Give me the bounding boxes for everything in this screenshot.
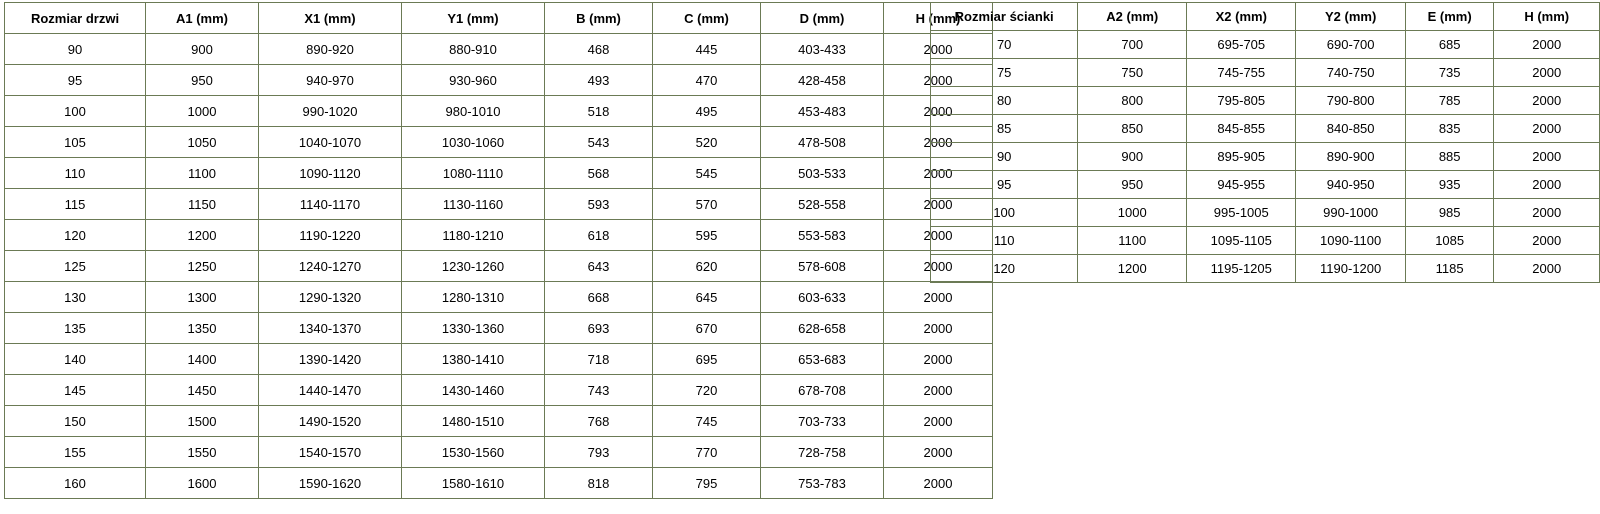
- table-cell: 895-905: [1187, 143, 1296, 171]
- table-cell: 2000: [884, 406, 993, 437]
- table-cell: 135: [5, 313, 146, 344]
- table-cell: 745: [653, 406, 761, 437]
- table-cell: 603-633: [761, 282, 884, 313]
- table-cell: 668: [545, 282, 653, 313]
- table-cell: 1130-1160: [402, 189, 545, 220]
- table-cell: 693: [545, 313, 653, 344]
- table-cell: 1080-1110: [402, 158, 545, 189]
- column-header: Y1 (mm): [402, 3, 545, 34]
- table-cell: 90: [931, 143, 1078, 171]
- table-cell: 1180-1210: [402, 220, 545, 251]
- table-row: [931, 171, 1600, 199]
- table-row: [931, 143, 1600, 171]
- table-cell: 2000: [1494, 199, 1600, 227]
- table-cell: 940-950: [1296, 171, 1405, 199]
- table-cell: 645: [653, 282, 761, 313]
- table-cell: 130: [5, 282, 146, 313]
- table-cell: 578-608: [761, 251, 884, 282]
- table-cell: 768: [545, 406, 653, 437]
- table-cell: 793: [545, 437, 653, 468]
- table-cell: 990-1020: [259, 96, 402, 127]
- table-row: [5, 344, 993, 375]
- table-cell: 568: [545, 158, 653, 189]
- doors-table-body: [5, 34, 993, 499]
- column-header: B (mm): [545, 3, 653, 34]
- column-header: H (mm): [1494, 3, 1600, 31]
- table-cell: 1095-1105: [1187, 227, 1296, 255]
- table-cell: 940-970: [259, 65, 402, 96]
- table-cell: 790-800: [1296, 87, 1405, 115]
- table-cell: 2000: [1494, 115, 1600, 143]
- table-cell: 1190-1220: [259, 220, 402, 251]
- table-row: [5, 220, 993, 251]
- table-cell: 1000: [1078, 199, 1187, 227]
- column-header: D (mm): [761, 3, 884, 34]
- column-header: Rozmiar ścianki: [931, 3, 1078, 31]
- table-cell: 628-658: [761, 313, 884, 344]
- table-cell: 995-1005: [1187, 199, 1296, 227]
- table-cell: 2000: [884, 313, 993, 344]
- table-cell: 890-920: [259, 34, 402, 65]
- table-cell: 2000: [884, 189, 993, 220]
- doors-dimensions-table-container: [4, 2, 993, 499]
- table-cell: 1100: [146, 158, 259, 189]
- table-cell: 70: [931, 31, 1078, 59]
- table-cell: 1480-1510: [402, 406, 545, 437]
- table-cell: 945-955: [1187, 171, 1296, 199]
- table-row: [5, 313, 993, 344]
- table-cell: 1030-1060: [402, 127, 545, 158]
- table-cell: 880-910: [402, 34, 545, 65]
- table-cell: 528-558: [761, 189, 884, 220]
- table-cell: 140: [5, 344, 146, 375]
- table-cell: 753-783: [761, 468, 884, 499]
- table-cell: 1590-1620: [259, 468, 402, 499]
- table-cell: 2000: [884, 96, 993, 127]
- table-cell: 95: [931, 171, 1078, 199]
- column-header: E (mm): [1405, 3, 1494, 31]
- table-cell: 950: [146, 65, 259, 96]
- table-cell: 678-708: [761, 375, 884, 406]
- table-cell: 935: [1405, 171, 1494, 199]
- walls-table-header: [931, 3, 1600, 31]
- table-cell: 453-483: [761, 96, 884, 127]
- table-cell: 518: [545, 96, 653, 127]
- table-cell: 770: [653, 437, 761, 468]
- table-cell: 520: [653, 127, 761, 158]
- table-cell: 160: [5, 468, 146, 499]
- table-cell: 468: [545, 34, 653, 65]
- table-cell: 850: [1078, 115, 1187, 143]
- table-cell: 75: [931, 59, 1078, 87]
- column-header: Rozmiar drzwi: [5, 3, 146, 34]
- table-header-row: [5, 3, 993, 34]
- table-cell: 750: [1078, 59, 1187, 87]
- table-cell: 1090-1100: [1296, 227, 1405, 255]
- table-cell: 728-758: [761, 437, 884, 468]
- table-cell: 1000: [146, 96, 259, 127]
- table-cell: 1200: [1078, 255, 1187, 283]
- table-cell: 1430-1460: [402, 375, 545, 406]
- table-row: [5, 375, 993, 406]
- table-cell: 1140-1170: [259, 189, 402, 220]
- table-row: [931, 115, 1600, 143]
- table-cell: 1330-1360: [402, 313, 545, 344]
- table-cell: 1050: [146, 127, 259, 158]
- table-cell: 155: [5, 437, 146, 468]
- table-cell: 2000: [884, 282, 993, 313]
- table-row: [931, 87, 1600, 115]
- table-cell: 2000: [1494, 59, 1600, 87]
- table-cell: 795-805: [1187, 87, 1296, 115]
- table-cell: 100: [931, 199, 1078, 227]
- table-cell: 545: [653, 158, 761, 189]
- table-row: [5, 282, 993, 313]
- table-cell: 2000: [884, 437, 993, 468]
- table-cell: 120: [931, 255, 1078, 283]
- table-cell: 835: [1405, 115, 1494, 143]
- table-cell: 1240-1270: [259, 251, 402, 282]
- table-cell: 950: [1078, 171, 1187, 199]
- table-cell: 703-733: [761, 406, 884, 437]
- table-cell: 2000: [884, 251, 993, 282]
- table-cell: 1530-1560: [402, 437, 545, 468]
- table-row: [5, 189, 993, 220]
- table-cell: 1580-1610: [402, 468, 545, 499]
- table-cell: 2000: [884, 127, 993, 158]
- table-cell: 1500: [146, 406, 259, 437]
- table-cell: 1490-1520: [259, 406, 402, 437]
- table-cell: 1230-1260: [402, 251, 545, 282]
- column-header: A2 (mm): [1078, 3, 1187, 31]
- table-cell: 125: [5, 251, 146, 282]
- table-cell: 2000: [1494, 255, 1600, 283]
- table-cell: 2000: [1494, 87, 1600, 115]
- table-cell: 900: [1078, 143, 1187, 171]
- table-cell: 785: [1405, 87, 1494, 115]
- table-cell: 718: [545, 344, 653, 375]
- table-cell: 1085: [1405, 227, 1494, 255]
- walls-dimensions-table: [930, 2, 1600, 283]
- table-cell: 1040-1070: [259, 127, 402, 158]
- column-header: A1 (mm): [146, 3, 259, 34]
- table-cell: 1280-1310: [402, 282, 545, 313]
- table-cell: 120: [5, 220, 146, 251]
- table-cell: 745-755: [1187, 59, 1296, 87]
- table-cell: 740-750: [1296, 59, 1405, 87]
- table-cell: 618: [545, 220, 653, 251]
- table-cell: 1100: [1078, 227, 1187, 255]
- table-cell: 593: [545, 189, 653, 220]
- table-row: [5, 34, 993, 65]
- table-cell: 2000: [884, 65, 993, 96]
- table-row: [931, 31, 1600, 59]
- table-cell: 670: [653, 313, 761, 344]
- table-cell: 1340-1370: [259, 313, 402, 344]
- table-cell: 105: [5, 127, 146, 158]
- table-cell: 1300: [146, 282, 259, 313]
- table-row: [5, 96, 993, 127]
- table-cell: 115: [5, 189, 146, 220]
- table-row: [5, 468, 993, 499]
- table-row: [5, 158, 993, 189]
- table-cell: 100: [5, 96, 146, 127]
- table-cell: 890-900: [1296, 143, 1405, 171]
- table-cell: 795: [653, 468, 761, 499]
- table-row: [931, 255, 1600, 283]
- table-cell: 720: [653, 375, 761, 406]
- table-cell: 743: [545, 375, 653, 406]
- table-cell: 2000: [1494, 171, 1600, 199]
- table-row: [931, 199, 1600, 227]
- table-cell: 495: [653, 96, 761, 127]
- table-cell: 1250: [146, 251, 259, 282]
- table-row: [5, 437, 993, 468]
- table-row: [5, 406, 993, 437]
- table-cell: 620: [653, 251, 761, 282]
- table-cell: 695-705: [1187, 31, 1296, 59]
- doors-dimensions-table: [4, 2, 993, 499]
- table-cell: 1350: [146, 313, 259, 344]
- table-cell: 2000: [1494, 143, 1600, 171]
- table-cell: 685: [1405, 31, 1494, 59]
- table-cell: 445: [653, 34, 761, 65]
- table-cell: 845-855: [1187, 115, 1296, 143]
- table-row: [931, 227, 1600, 255]
- table-cell: 1195-1205: [1187, 255, 1296, 283]
- table-cell: 80: [931, 87, 1078, 115]
- table-cell: 428-458: [761, 65, 884, 96]
- table-cell: 1290-1320: [259, 282, 402, 313]
- table-cell: 985: [1405, 199, 1494, 227]
- table-cell: 2000: [884, 344, 993, 375]
- table-cell: 930-960: [402, 65, 545, 96]
- table-cell: 1550: [146, 437, 259, 468]
- table-cell: 470: [653, 65, 761, 96]
- table-cell: 643: [545, 251, 653, 282]
- table-cell: 2000: [1494, 31, 1600, 59]
- table-cell: 1380-1410: [402, 344, 545, 375]
- column-header: Y2 (mm): [1296, 3, 1405, 31]
- table-cell: 1440-1470: [259, 375, 402, 406]
- table-cell: 150: [5, 406, 146, 437]
- table-cell: 543: [545, 127, 653, 158]
- table-cell: 90: [5, 34, 146, 65]
- table-header-row: [931, 3, 1600, 31]
- table-cell: 1400: [146, 344, 259, 375]
- column-header: H (mm): [884, 3, 993, 34]
- table-cell: 110: [5, 158, 146, 189]
- table-cell: 2000: [884, 468, 993, 499]
- table-row: [931, 59, 1600, 87]
- table-cell: 1185: [1405, 255, 1494, 283]
- table-cell: 1090-1120: [259, 158, 402, 189]
- table-cell: 818: [545, 468, 653, 499]
- table-cell: 493: [545, 65, 653, 96]
- table-cell: 735: [1405, 59, 1494, 87]
- walls-dimensions-table-container: [930, 2, 1600, 283]
- table-cell: 2000: [884, 220, 993, 251]
- table-row: [5, 251, 993, 282]
- table-cell: 403-433: [761, 34, 884, 65]
- table-cell: 2000: [884, 34, 993, 65]
- table-cell: 900: [146, 34, 259, 65]
- table-cell: 980-1010: [402, 96, 545, 127]
- table-row: [5, 127, 993, 158]
- table-cell: 503-533: [761, 158, 884, 189]
- table-cell: 695: [653, 344, 761, 375]
- table-cell: 145: [5, 375, 146, 406]
- column-header: C (mm): [653, 3, 761, 34]
- walls-table-body: [931, 31, 1600, 283]
- table-cell: 1200: [146, 220, 259, 251]
- table-cell: 2000: [884, 158, 993, 189]
- table-cell: 800: [1078, 87, 1187, 115]
- column-header: X1 (mm): [259, 3, 402, 34]
- table-cell: 1390-1420: [259, 344, 402, 375]
- table-cell: 1600: [146, 468, 259, 499]
- table-cell: 2000: [1494, 227, 1600, 255]
- table-cell: 700: [1078, 31, 1187, 59]
- table-cell: 110: [931, 227, 1078, 255]
- table-cell: 553-583: [761, 220, 884, 251]
- table-cell: 595: [653, 220, 761, 251]
- table-cell: 85: [931, 115, 1078, 143]
- table-cell: 478-508: [761, 127, 884, 158]
- table-cell: 2000: [884, 375, 993, 406]
- table-cell: 1190-1200: [1296, 255, 1405, 283]
- table-cell: 885: [1405, 143, 1494, 171]
- table-cell: 95: [5, 65, 146, 96]
- table-cell: 1450: [146, 375, 259, 406]
- table-cell: 570: [653, 189, 761, 220]
- doors-table-header: [5, 3, 993, 34]
- table-row: [5, 65, 993, 96]
- column-header: X2 (mm): [1187, 3, 1296, 31]
- table-cell: 690-700: [1296, 31, 1405, 59]
- table-cell: 990-1000: [1296, 199, 1405, 227]
- table-cell: 653-683: [761, 344, 884, 375]
- table-cell: 1150: [146, 189, 259, 220]
- table-cell: 1540-1570: [259, 437, 402, 468]
- table-cell: 840-850: [1296, 115, 1405, 143]
